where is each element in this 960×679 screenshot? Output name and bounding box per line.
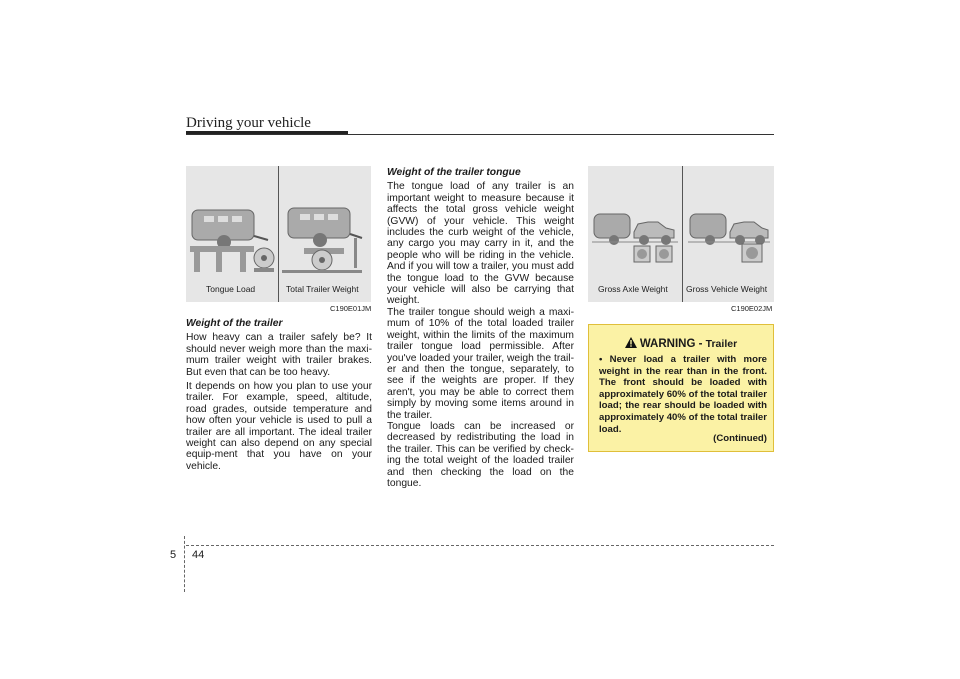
paragraph: It depends on how you plan to use your trailer. For example, speed, altitude, road grades, outside temperature and how often your vehicle is used to pull a trailer are all important. The ideal trailer weight can also depend on any special equip-ment that you have on your vehicle. <box>186 381 372 472</box>
trailer-icon <box>282 208 362 273</box>
axle-weight-figure <box>588 166 774 302</box>
paragraph: Tongue loads can be increased or decreased by redistributing the load in the trailer. This can be verified by check-ing the total weight of the loaded trailer and then checking the load on the tongue. <box>387 420 574 489</box>
bullet: • <box>599 354 603 365</box>
trailer-car-icon <box>592 214 678 262</box>
figure-code: C190E01JM <box>330 304 372 313</box>
warning-text <box>599 354 767 435</box>
warning-body: Never load a trailer with more weight in the rear than in the front. The front should be loaded with approximately 60% of the total trailer load; the rear should be loaded with approximately 40% of the total trailer load. <box>599 354 768 435</box>
figure-caption-left: Gross Axle Weight <box>598 284 668 294</box>
section-heading: Weight of the trailer <box>186 318 283 329</box>
text-column-2 <box>387 167 574 489</box>
section-title: Driving your vehicle <box>186 115 311 131</box>
warning-header <box>589 337 773 350</box>
section-heading: Weight of the trailer tongue <box>387 167 521 178</box>
trailer-scale-illustration <box>186 166 371 302</box>
page-number: 44 <box>192 549 205 561</box>
tongue-weight-figure <box>186 166 371 302</box>
figure-caption-left: Tongue Load <box>206 284 256 294</box>
vehicle-scale-illustration <box>588 166 774 302</box>
section-number: 5 <box>170 549 177 561</box>
warning-triangle-icon <box>625 337 637 348</box>
figure-caption-right: Gross Vehicle Weight <box>686 284 768 294</box>
figure-code: C190E02JM <box>731 304 773 313</box>
continued-label: (Continued) <box>713 433 767 444</box>
figure-caption-right: Total Trailer Weight <box>286 284 359 294</box>
footer-rule <box>186 545 774 546</box>
text-column-1 <box>186 318 372 475</box>
paragraph: The tongue load of any trailer is an important weight to measure because it affects the total gross vehicle weight (GVW) of your vehicle. This weight includes the curb weight of the vehicle, any cargo you may carry in it, and the people who will be riding in the vehicle. And if you will tow a trailer, you must add the tongue load to the GVW because your vehicle will also be carrying that weight. <box>387 181 574 307</box>
paragraph: The trailer tongue should weigh a maxi-mum of 10% of the total loaded trailer weight, within the limits of the maximum trailer tongue load permissible. After you've loaded your trailer, weigh the trail-er and then the tongue, separately, to see if the weights are proper. If they aren't, you may be able to correct them simply by moving some items around in the trailer. <box>387 306 574 421</box>
header-rule <box>186 134 774 135</box>
trailer-car-icon <box>688 214 770 262</box>
warning-subtitle: Trailer <box>705 338 738 350</box>
warning-box <box>588 324 774 452</box>
warning-title: WARNING - <box>639 338 706 350</box>
trailer-icon <box>190 210 274 272</box>
paragraph: How heavy can a trailer safely be? It should never weigh more than the maxi-mum trailer weight with trailer brakes. But even that can be too heavy. <box>186 332 372 378</box>
footer-vertical-rule <box>184 536 185 592</box>
